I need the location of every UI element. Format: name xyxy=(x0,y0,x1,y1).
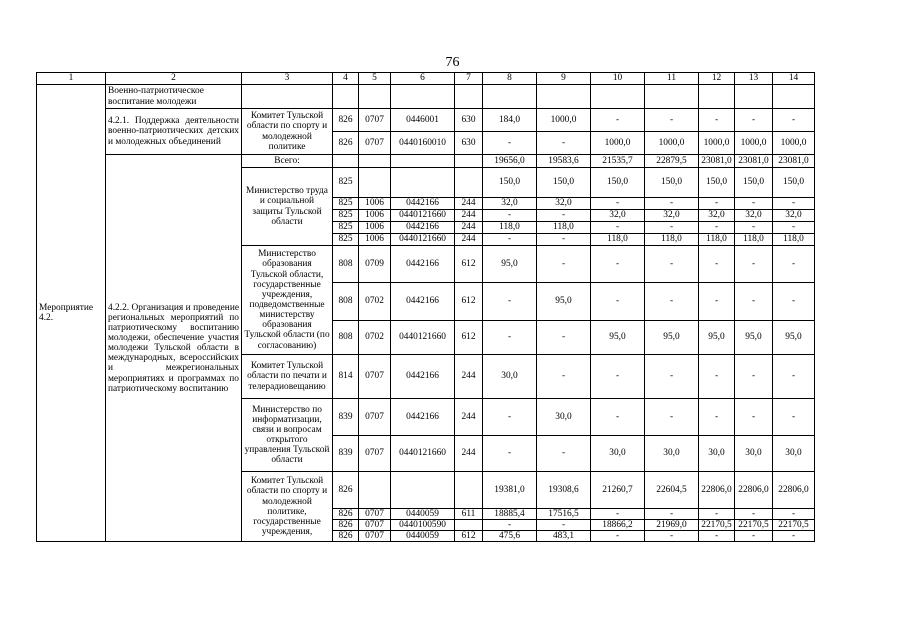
value-cell: 95,0 xyxy=(483,246,537,283)
value-cell: 118,0 xyxy=(591,234,645,246)
code-admin: 808 xyxy=(333,283,359,321)
code-admin: 826 xyxy=(333,520,359,531)
value-cell: 32,0 xyxy=(645,210,699,222)
code-section: 0707 xyxy=(359,109,391,132)
code-admin: 839 xyxy=(333,399,359,436)
code-section: 1006 xyxy=(359,210,391,222)
value-cell: 150,0 xyxy=(735,168,773,198)
code-expense: 612 xyxy=(455,531,483,542)
empty-cell xyxy=(391,155,455,168)
value-cell: - xyxy=(537,520,591,531)
column-header: 12 xyxy=(699,73,735,85)
value-cell: - xyxy=(483,234,537,246)
value-cell: - xyxy=(735,246,773,283)
code-section: 0707 xyxy=(359,436,391,472)
empty-cell xyxy=(359,85,391,109)
code-expense: 630 xyxy=(455,132,483,155)
code-admin: 808 xyxy=(333,321,359,355)
code-expense: 244 xyxy=(455,198,483,210)
value-cell: - xyxy=(645,399,699,436)
value-cell: 30,0 xyxy=(735,436,773,472)
executor: Министерство по информатизации, связи и вопросам открытого управления Тульской области xyxy=(242,399,333,472)
code-target: 0440100590 xyxy=(391,520,455,531)
code-section: 0707 xyxy=(359,531,391,542)
code-admin: 808 xyxy=(333,246,359,283)
code-expense: 611 xyxy=(455,509,483,520)
value-cell xyxy=(773,85,815,109)
executor: Министерство образования Тульской области, государственные учреждения, подведомственные министерству образования Тульской области (по согласованию) xyxy=(242,246,333,355)
value-cell: - xyxy=(591,246,645,283)
subevent-desc: 4.2.1. Поддержка деятельности военно-патриотических детских и молодежных объединений xyxy=(106,109,242,155)
code-expense: 612 xyxy=(455,246,483,283)
code-target: 0442166 xyxy=(391,355,455,399)
empty-cell xyxy=(391,472,455,509)
value-cell: - xyxy=(773,399,815,436)
table-row xyxy=(37,73,815,85)
value-cell xyxy=(645,85,699,109)
value-cell: 118,0 xyxy=(483,222,537,234)
value-cell: - xyxy=(591,509,645,520)
value-cell: - xyxy=(483,399,537,436)
value-cell: 184,0 xyxy=(483,109,537,132)
value-cell: 150,0 xyxy=(537,168,591,198)
value-cell xyxy=(735,85,773,109)
budget-table xyxy=(36,72,815,542)
code-expense xyxy=(455,520,483,531)
code-section: 0707 xyxy=(359,509,391,520)
column-header: 2 xyxy=(106,73,242,85)
code-expense: 612 xyxy=(455,321,483,355)
value-cell: - xyxy=(645,198,699,210)
code-expense: 244 xyxy=(455,222,483,234)
column-header: 3 xyxy=(242,73,333,85)
code-target: 0440121660 xyxy=(391,436,455,472)
value-cell: - xyxy=(483,283,537,321)
value-cell: 19656,0 xyxy=(483,155,537,168)
empty-cell xyxy=(242,85,333,109)
value-cell: - xyxy=(591,283,645,321)
value-cell: - xyxy=(773,198,815,210)
value-cell: - xyxy=(773,222,815,234)
column-header: 11 xyxy=(645,73,699,85)
value-cell: - xyxy=(699,198,735,210)
value-cell: 118,0 xyxy=(645,234,699,246)
code-admin: 814 xyxy=(333,355,359,399)
value-cell: 32,0 xyxy=(591,210,645,222)
value-cell: - xyxy=(699,399,735,436)
value-cell: - xyxy=(699,246,735,283)
value-cell: - xyxy=(537,132,591,155)
value-cell: 475,6 xyxy=(483,531,537,542)
value-cell: 150,0 xyxy=(699,168,735,198)
value-cell: - xyxy=(591,198,645,210)
value-cell: 21260,7 xyxy=(591,472,645,509)
code-expense: 612 xyxy=(455,283,483,321)
value-cell: 30,0 xyxy=(699,436,735,472)
code-expense: 244 xyxy=(455,399,483,436)
value-cell: 150,0 xyxy=(645,168,699,198)
code-section: 0707 xyxy=(359,355,391,399)
empty-cell xyxy=(455,472,483,509)
code-section: 1006 xyxy=(359,234,391,246)
value-cell: - xyxy=(735,222,773,234)
value-cell: 17516,5 xyxy=(537,509,591,520)
value-cell: 95,0 xyxy=(773,321,815,355)
value-cell: 32,0 xyxy=(699,210,735,222)
value-cell: - xyxy=(591,531,645,542)
value-cell: - xyxy=(773,283,815,321)
code-section: 0702 xyxy=(359,283,391,321)
value-cell: 95,0 xyxy=(645,321,699,355)
value-cell: - xyxy=(735,355,773,399)
value-cell: 1000,0 xyxy=(773,132,815,155)
value-cell: 32,0 xyxy=(773,210,815,222)
code-target: 0440121660 xyxy=(391,321,455,355)
table-row xyxy=(37,155,815,168)
code-expense: 244 xyxy=(455,436,483,472)
value-cell: 32,0 xyxy=(483,198,537,210)
value-cell: - xyxy=(773,509,815,520)
value-cell: - xyxy=(699,509,735,520)
code-expense: 244 xyxy=(455,210,483,222)
value-cell: 22806,0 xyxy=(735,472,773,509)
value-cell: - xyxy=(483,520,537,531)
value-cell: - xyxy=(699,355,735,399)
empty-cell xyxy=(333,85,359,109)
value-cell: 18866,2 xyxy=(591,520,645,531)
value-cell: 150,0 xyxy=(591,168,645,198)
column-header: 14 xyxy=(773,73,815,85)
code-expense: 244 xyxy=(455,355,483,399)
value-cell: - xyxy=(537,436,591,472)
value-cell: 22604,5 xyxy=(645,472,699,509)
value-cell: 150,0 xyxy=(773,168,815,198)
value-cell xyxy=(591,85,645,109)
value-cell: 19583,6 xyxy=(537,155,591,168)
code-section: 1006 xyxy=(359,198,391,210)
table-row xyxy=(37,85,815,109)
code-target: 0442166 xyxy=(391,246,455,283)
value-cell: - xyxy=(699,283,735,321)
code-target: 0442166 xyxy=(391,222,455,234)
value-cell: 95,0 xyxy=(537,283,591,321)
code-admin: 825 xyxy=(333,210,359,222)
code-section: 1006 xyxy=(359,222,391,234)
table-row xyxy=(37,109,815,132)
value-cell: 1000,0 xyxy=(591,132,645,155)
empty-cell xyxy=(455,155,483,168)
empty-cell xyxy=(359,168,391,198)
empty-cell xyxy=(455,85,483,109)
column-header: 1 xyxy=(37,73,106,85)
code-admin: 826 xyxy=(333,109,359,132)
value-cell: 22806,0 xyxy=(773,472,815,509)
value-cell: - xyxy=(591,355,645,399)
code-admin: 825 xyxy=(333,168,359,198)
value-cell: - xyxy=(699,531,735,542)
code-target: 0442166 xyxy=(391,283,455,321)
value-cell: - xyxy=(645,222,699,234)
code-target: 0440121660 xyxy=(391,210,455,222)
empty-cell xyxy=(359,155,391,168)
value-cell: - xyxy=(699,222,735,234)
code-admin: 826 xyxy=(333,509,359,520)
code-target: 0442166 xyxy=(391,198,455,210)
column-header: 4 xyxy=(333,73,359,85)
value-cell: - xyxy=(773,355,815,399)
value-cell: - xyxy=(537,234,591,246)
value-cell: 30,0 xyxy=(537,399,591,436)
event-label: Мероприятие 4.2. xyxy=(37,85,106,542)
code-admin: 826 xyxy=(333,472,359,509)
value-cell: 23081,0 xyxy=(735,155,773,168)
value-cell: 1000,0 xyxy=(699,132,735,155)
value-cell: 32,0 xyxy=(537,198,591,210)
value-cell: - xyxy=(735,198,773,210)
column-header: 13 xyxy=(735,73,773,85)
total-label: Всего: xyxy=(242,155,333,168)
empty-cell xyxy=(333,155,359,168)
value-cell: - xyxy=(537,321,591,355)
value-cell: 22170,5 xyxy=(735,520,773,531)
value-cell: 30,0 xyxy=(591,436,645,472)
value-cell: 118,0 xyxy=(699,234,735,246)
column-header: 7 xyxy=(455,73,483,85)
value-cell: - xyxy=(735,399,773,436)
code-target: 0440121660 xyxy=(391,234,455,246)
value-cell: - xyxy=(537,246,591,283)
column-header: 6 xyxy=(391,73,455,85)
value-cell: 95,0 xyxy=(735,321,773,355)
value-cell xyxy=(537,85,591,109)
code-admin: 825 xyxy=(333,222,359,234)
executor: Комитет Тульской области по спорту и молодежной политике, государственные учреждения, xyxy=(242,472,333,542)
column-header: 8 xyxy=(483,73,537,85)
code-section: 0702 xyxy=(359,321,391,355)
value-cell: - xyxy=(645,355,699,399)
value-cell: - xyxy=(645,283,699,321)
value-cell: - xyxy=(773,531,815,542)
value-cell: 19381,0 xyxy=(483,472,537,509)
subevent-desc: 4.2.2. Организация и проведение региональных мероприятий по патриотическому воспитанию молодежи, обеспечение участия молодежи Тульской области в международных, всероссийских и межрегиональных мероприятиях и программах по патриотическому воспитанию xyxy=(106,155,242,542)
value-cell: 22170,5 xyxy=(773,520,815,531)
value-cell: 21535,7 xyxy=(591,155,645,168)
table-body xyxy=(37,73,815,542)
empty-cell xyxy=(359,472,391,509)
value-cell: - xyxy=(773,109,815,132)
value-cell: 1000,0 xyxy=(735,132,773,155)
value-cell: - xyxy=(483,436,537,472)
value-cell: - xyxy=(591,399,645,436)
value-cell: - xyxy=(735,509,773,520)
value-cell: 23081,0 xyxy=(699,155,735,168)
value-cell: 19308,6 xyxy=(537,472,591,509)
value-cell: 22806,0 xyxy=(699,472,735,509)
code-target: 0442166 xyxy=(391,399,455,436)
value-cell: - xyxy=(773,246,815,283)
value-cell: 1000,0 xyxy=(537,109,591,132)
value-cell: - xyxy=(645,109,699,132)
column-header: 5 xyxy=(359,73,391,85)
value-cell: 23081,0 xyxy=(773,155,815,168)
value-cell: - xyxy=(735,283,773,321)
value-cell: - xyxy=(591,222,645,234)
value-cell: 118,0 xyxy=(735,234,773,246)
value-cell: 118,0 xyxy=(773,234,815,246)
value-cell: 150,0 xyxy=(483,168,537,198)
code-admin: 826 xyxy=(333,132,359,155)
value-cell: 95,0 xyxy=(699,321,735,355)
code-section: 0707 xyxy=(359,132,391,155)
code-target: 0440059 xyxy=(391,509,455,520)
empty-cell xyxy=(391,168,455,198)
code-admin: 825 xyxy=(333,198,359,210)
executor: Комитет Тульской области по спорту и молодежной политике xyxy=(242,109,333,155)
value-cell: - xyxy=(645,246,699,283)
code-admin: 826 xyxy=(333,531,359,542)
code-target: 0446001 xyxy=(391,109,455,132)
empty-cell xyxy=(391,85,455,109)
value-cell: - xyxy=(645,509,699,520)
page-number: 76 xyxy=(445,55,460,70)
value-cell: 30,0 xyxy=(773,436,815,472)
value-cell: - xyxy=(645,531,699,542)
executor: Министерство труда и социальной защиты Тульской области xyxy=(242,168,333,246)
executor: Комитет Тульской области по печати и телерадиовещанию xyxy=(242,355,333,399)
value-cell: - xyxy=(735,109,773,132)
value-cell xyxy=(699,85,735,109)
value-cell: 118,0 xyxy=(537,222,591,234)
code-section: 0709 xyxy=(359,246,391,283)
code-expense: 244 xyxy=(455,234,483,246)
code-target: 0440059 xyxy=(391,531,455,542)
value-cell: - xyxy=(537,355,591,399)
value-cell xyxy=(483,85,537,109)
value-cell: - xyxy=(591,109,645,132)
value-cell: - xyxy=(699,109,735,132)
value-cell: 18885,4 xyxy=(483,509,537,520)
code-expense: 630 xyxy=(455,109,483,132)
code-admin: 825 xyxy=(333,234,359,246)
code-target: 0440160010 xyxy=(391,132,455,155)
value-cell: - xyxy=(483,132,537,155)
value-cell: 22170,5 xyxy=(699,520,735,531)
value-cell: 95,0 xyxy=(591,321,645,355)
code-section: 0707 xyxy=(359,520,391,531)
code-admin: 839 xyxy=(333,436,359,472)
value-cell: 32,0 xyxy=(735,210,773,222)
column-header: 10 xyxy=(591,73,645,85)
value-cell: - xyxy=(483,321,537,355)
value-cell: - xyxy=(735,531,773,542)
value-cell: 30,0 xyxy=(483,355,537,399)
event-title: Военно-патриотическое воспитание молодежи xyxy=(106,85,242,109)
empty-cell xyxy=(455,168,483,198)
code-section: 0707 xyxy=(359,399,391,436)
value-cell: 21969,0 xyxy=(645,520,699,531)
value-cell: 1000,0 xyxy=(645,132,699,155)
value-cell: 30,0 xyxy=(645,436,699,472)
value-cell: 22879,5 xyxy=(645,155,699,168)
column-header: 9 xyxy=(537,73,591,85)
value-cell: - xyxy=(537,210,591,222)
value-cell: 483,1 xyxy=(537,531,591,542)
value-cell: - xyxy=(483,210,537,222)
